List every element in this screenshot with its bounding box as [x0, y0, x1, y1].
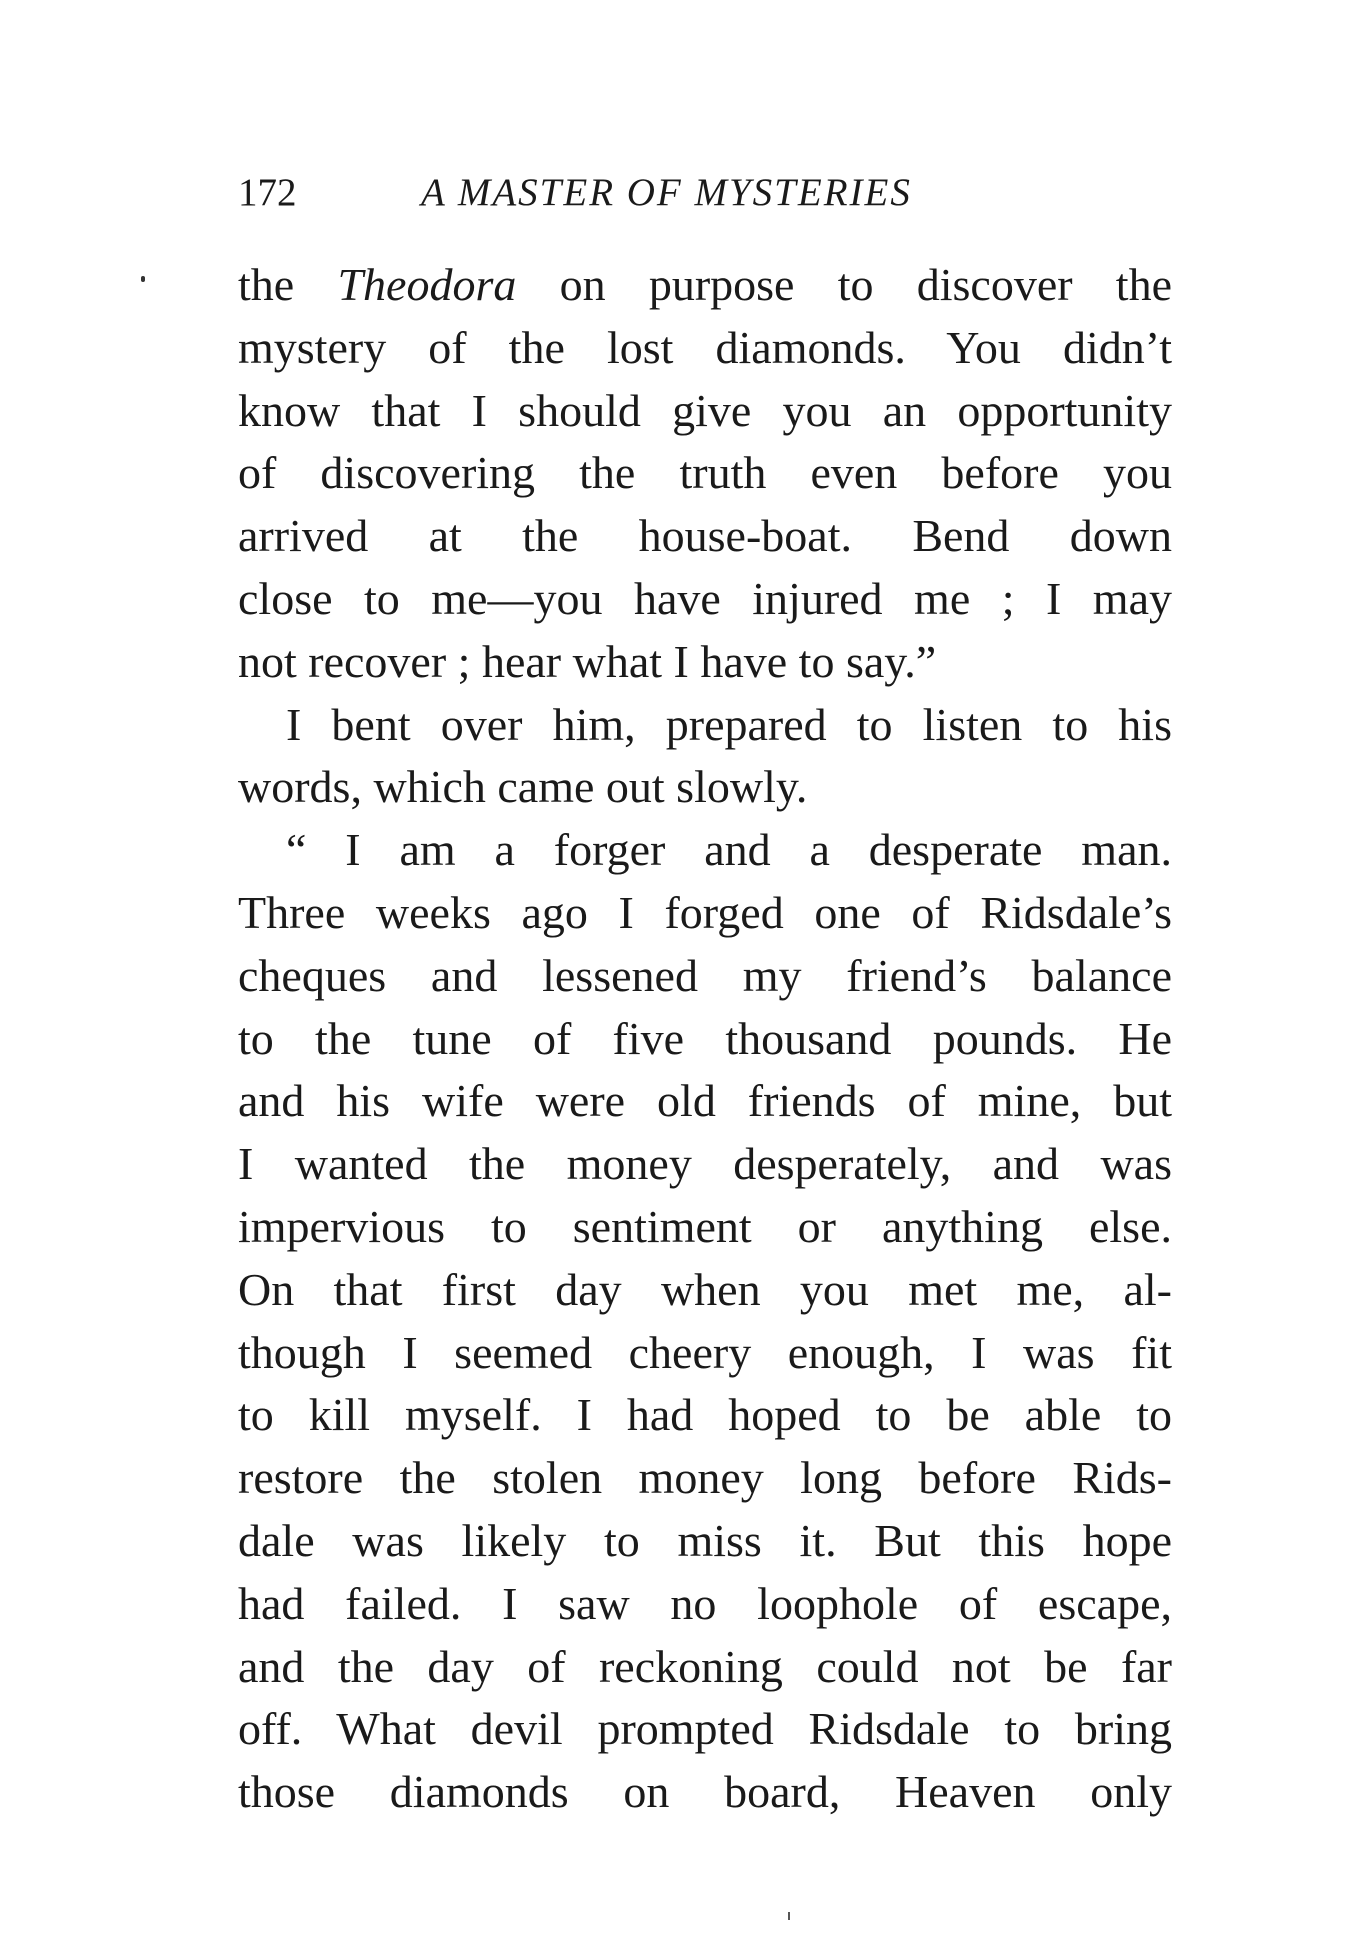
text-line: to the tune of five thousand pounds. He — [238, 1012, 1172, 1064]
text-line: those diamonds on board, Heaven only — [238, 1766, 1172, 1818]
text-line: know that I should give you an opportunity — [238, 384, 1172, 436]
body-text — [238, 254, 1172, 1824]
ship-name: Theodora — [337, 259, 517, 310]
text-line: On that first day when you met me, al- — [238, 1263, 1172, 1315]
bottom-speck — [788, 1912, 790, 1920]
running-head — [238, 168, 1172, 218]
text-line: Three weeks ago I forged one of Ridsdale’s — [238, 886, 1172, 938]
margin-mark — [141, 276, 145, 282]
text-line: close to me—you have injured me ; I may — [238, 572, 1172, 624]
text-line: had failed. I saw no loophole of escape, — [238, 1577, 1172, 1629]
text-line: restore the stolen money long before Rids- — [238, 1452, 1172, 1504]
text-line: and the day of reckoning could not be far — [238, 1640, 1172, 1692]
text-fragment: on purpose to discover the — [516, 259, 1172, 310]
text-fragment: the — [238, 259, 338, 310]
text-line — [238, 254, 1172, 317]
text-line: I wanted the money desperately, and was — [238, 1138, 1172, 1190]
text-line: “ I am a forger and a desperate man. — [286, 824, 1172, 876]
text-line: cheques and lessened my friend’s balance — [238, 949, 1172, 1001]
text-line: dale was likely to miss it. But this hope — [238, 1514, 1172, 1566]
text-line: and his wife were old friends of mine, but — [238, 1075, 1172, 1127]
text-line: mystery of the lost diamonds. You didn’t — [238, 321, 1172, 373]
text-line: not recover ; hear what I have to say.” — [238, 635, 937, 687]
text-line: though I seemed cheery enough, I was fit — [238, 1326, 1172, 1378]
text-line: I bent over him, prepared to listen to his — [286, 698, 1172, 750]
running-title: A MASTER OF MYSTERIES — [421, 171, 912, 214]
text-line: words, which came out slowly. — [238, 761, 808, 813]
text-line: to kill myself. I had hoped to be able to — [238, 1389, 1172, 1441]
text-line: arrived at the house-boat. Bend down — [238, 510, 1172, 562]
text-line: off. What devil prompted Ridsdale to bring — [238, 1703, 1172, 1755]
page-number: 172 — [238, 171, 297, 214]
text-line: of discovering the truth even before you — [238, 447, 1172, 499]
text-line: impervious to sentiment or anything else. — [238, 1200, 1172, 1252]
